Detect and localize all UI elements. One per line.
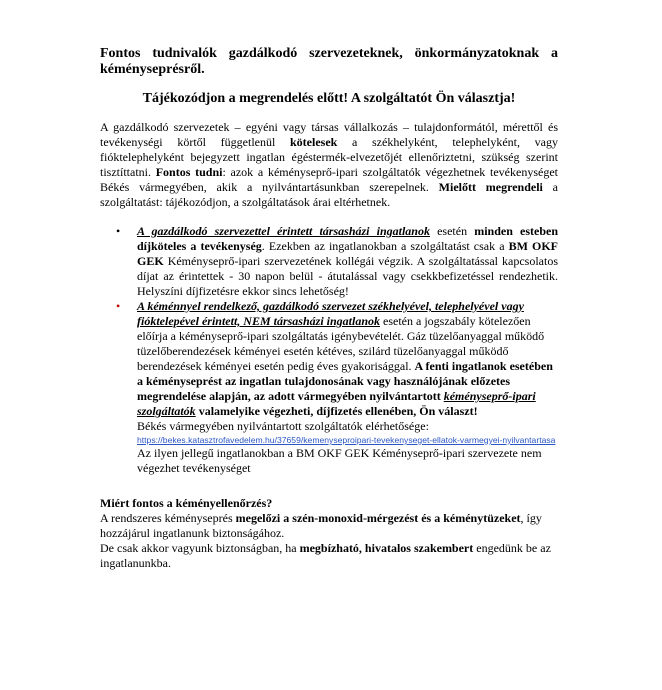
document-subtitle: Tájékozódjon a megrendelés előtt! A szolgáltatót Ön választja! (142, 91, 516, 106)
intro-bold-kotelesek: kötelesek (290, 135, 338, 149)
why-title: Miért fontos a kéményellenőrzés? (100, 496, 273, 510)
intro-paragraph (100, 120, 558, 210)
why-p2c: engedünk be az ingatlanunkba. (100, 541, 551, 570)
bullet-item-non-condominium (100, 299, 558, 476)
bullet2-bold-italic: kéményseprő-ipari szolgáltatók (137, 389, 536, 418)
bullet2-registry-line: Békés vármegyében nyilvántartott szolgáltatók elérhetősége: (137, 419, 429, 433)
document-title: Fontos tudnivalók gazdálkodó szervezeteknek, önkormányzatoknak a kéményseprésről. (100, 46, 558, 77)
intro-text-1: A gazdálkodó szervezetek – egyéni vagy társas vállalkozás – tulajdonformától, mérettől és tevékenységi körtől függetlenül (100, 120, 558, 149)
bullet1-heading: A gazdálkodó szervezettel érintett társasházi ingatlanok (137, 224, 430, 238)
intro-text-2: a székhelyként, telephelyként, vagy fióktelephelyként bejegyzett ingatlan égéstermék-elvezetőjét ellenőriztetni, szükség szerint tisztíttatni. (100, 135, 558, 179)
intro-bold-fontos: Fontos tudni (155, 165, 223, 179)
document-page (100, 46, 558, 571)
registry-link[interactable]: https://bekes.katasztrofavedelem.hu/37659/kemenyseproipari-tevekenyseget-ellatok-varmegyei-nyilvantartasa (137, 435, 556, 445)
bullet1-bold-2: BM OKF GEK (137, 239, 559, 268)
why-paragraph-2 (100, 541, 558, 571)
bullet1-text (137, 224, 558, 299)
why-p2-bold: megbízható, hivatalos szakembert (299, 541, 474, 555)
bullet-item-condominium (100, 224, 558, 299)
bullet-dot-red-icon: • (116, 299, 121, 313)
bullet1-t1: esetén (429, 224, 475, 238)
bullet1-t2: . Ezekben az ingatlanokban a szolgáltatást csak a (261, 239, 509, 253)
why-section (100, 496, 558, 571)
intro-text-3: : azok a kéményseprő-ipari szolgáltatók végezhetnek tevékenységet Békés vármegyében, akik a nyilvántartásunkban szerepelnek. (100, 165, 558, 194)
bullet2-text (137, 299, 558, 419)
bullet2-note: Az ilyen jellegű ingatlanokban a BM OKF GEK Kéményseprő-ipari szervezete nem végezhet tevékenységet (137, 446, 542, 475)
bullet1-bold-1: minden esteben díjköteles a tevékenység (137, 224, 558, 253)
bullet2-bold-1: A fenti ingatlanok esetében a kéményseprést az ingatlan tulajdonosának vagy használójának előzetes megrendelése alapján, az adott vármegyében nyilvántartott (137, 359, 553, 403)
why-p2a: De csak akkor vagyunk biztonságban, ha (100, 541, 300, 555)
why-p1-bold: megelőzi a szén-monoxid-mérgezést és a kéménytüzeket (235, 511, 521, 525)
bullet-dot-icon: • (116, 224, 121, 238)
why-p1a: A rendszeres kéményseprés (100, 511, 236, 525)
intro-bold-mielott: Mielőtt megrendeli (438, 180, 543, 194)
bullet2-bold-2: valamelyike végezheti, díjfizetés ellenében, Ön választ! (195, 404, 478, 418)
bullet-list (100, 224, 558, 476)
intro-text-4: a szolgáltatást: tájékozódjon, a szolgáltatások árai eltérhetnek. (100, 180, 558, 209)
bullet2-t1: esetén a jogszabály kötelezően előírja a kéményseprő-ipari szolgáltatás igénybevételét. Gáz tüzelőanyaggal működő tüzelőberendezések kéményei esetén kétéves, szilárd tüzelőanyaggal működő berendezések kéményei esetén pedig éves gyakorisággal. (137, 314, 545, 373)
why-paragraph-1 (100, 511, 558, 541)
bullet2-heading: A kéménnyel rendelkező, gazdálkodó szervezet székhelyével, telephelyével vagy fióktelepével érintett, NEM társasházi ingatlanok (137, 299, 524, 328)
bullet1-t3: Kéményseprő-ipari szervezetének kollégái végzik. A szolgáltatással kapcsolatos díjat az érintettek - 30 napon belül - átutalással vagy csekkbefizetéssel rendezhetik. Helyszíni díjfizetésre ekkor sincs lehetőség! (137, 254, 558, 298)
why-p1c: , így hozzájárul ingatlanunk biztonságához. (100, 511, 542, 540)
